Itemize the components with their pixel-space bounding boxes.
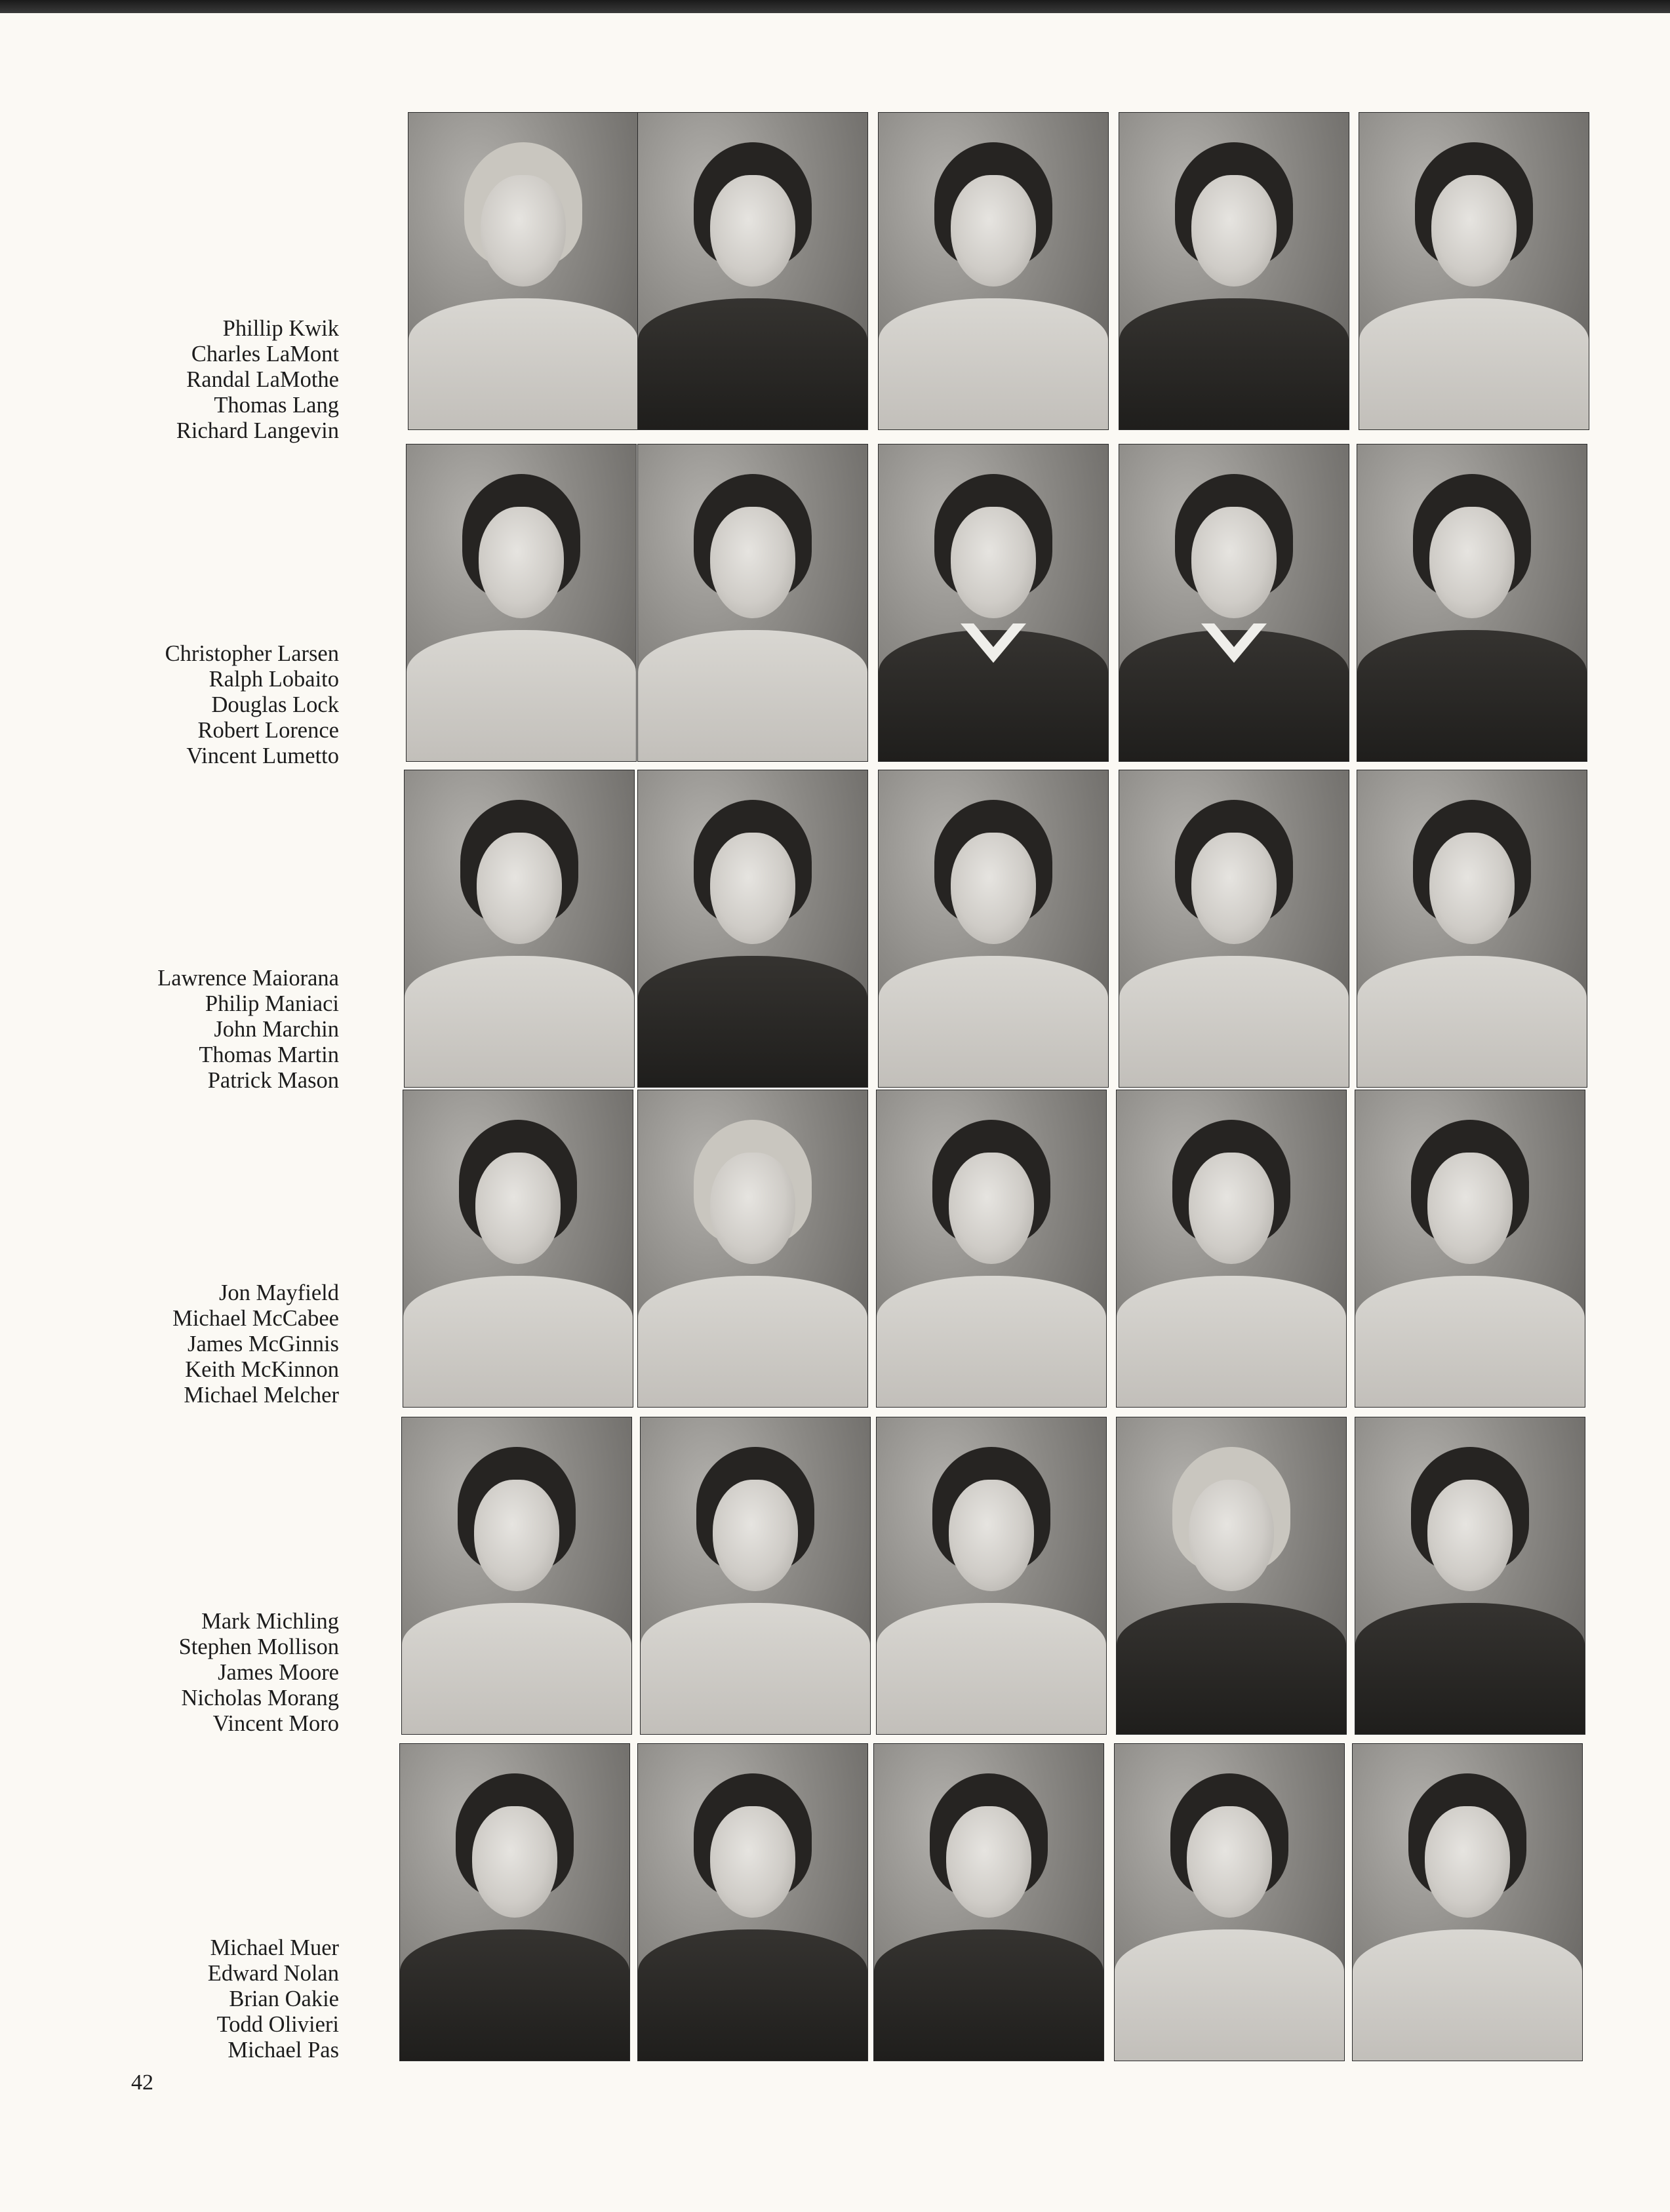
student-portrait <box>877 1090 1106 1407</box>
student-portrait <box>1359 113 1589 429</box>
student-portrait <box>638 770 867 1087</box>
student-name: Vincent Moro <box>212 1711 339 1736</box>
student-name: Todd Olivieri <box>216 2012 339 2037</box>
student-portrait <box>879 113 1108 429</box>
student-portrait <box>1117 1090 1346 1407</box>
student-name: Vincent Lumetto <box>186 743 339 768</box>
student-name: Keith McKinnon <box>185 1357 339 1382</box>
name-list <box>64 1609 339 1737</box>
student-portrait <box>641 1417 870 1734</box>
student-name: Charles LaMont <box>191 342 339 366</box>
student-portrait <box>1357 444 1587 761</box>
student-name: Randal LaMothe <box>186 367 339 392</box>
student-name: Philip Maniaci <box>205 991 339 1016</box>
student-portrait <box>1119 113 1349 429</box>
student-name: Phillip Kwik <box>222 316 339 341</box>
student-name: James McGinnis <box>188 1332 339 1356</box>
student-name: Michael Melcher <box>184 1383 339 1408</box>
student-name: Douglas Lock <box>211 692 339 717</box>
student-name: John Marchin <box>214 1017 339 1042</box>
student-portrait <box>1355 1090 1585 1407</box>
student-name: Thomas Lang <box>214 393 339 418</box>
student-name: Lawrence Maiorana <box>157 966 339 991</box>
scan-top-edge <box>0 0 1670 13</box>
student-portrait <box>1115 1744 1344 2061</box>
page-number: 42 <box>131 2070 153 2095</box>
name-list <box>64 966 339 1094</box>
student-portrait <box>638 113 867 429</box>
student-name: Mark Michling <box>201 1609 339 1634</box>
student-portrait <box>1357 770 1587 1087</box>
student-name: Michael Muer <box>210 1935 339 1960</box>
student-name: Michael Pas <box>228 2038 339 2063</box>
student-name: James Moore <box>218 1660 339 1685</box>
student-portrait <box>877 1417 1106 1734</box>
name-list <box>64 316 339 444</box>
student-name: Jon Mayfield <box>218 1280 339 1305</box>
student-name: Edward Nolan <box>207 1961 339 1986</box>
student-portrait <box>407 444 636 761</box>
student-portrait <box>879 444 1108 761</box>
student-name: Michael McCabee <box>172 1306 339 1331</box>
student-portrait <box>400 1744 629 2061</box>
student-portrait <box>1353 1744 1582 2061</box>
student-name: Thomas Martin <box>199 1042 339 1067</box>
student-name: Patrick Mason <box>207 1068 339 1093</box>
student-portrait <box>874 1744 1103 2061</box>
student-portrait <box>638 1090 867 1407</box>
student-name: Christopher Larsen <box>165 641 339 666</box>
student-name: Brian Oakie <box>229 1986 339 2011</box>
student-portrait <box>879 770 1108 1087</box>
student-name: Stephen Mollison <box>178 1634 339 1659</box>
student-portrait <box>1355 1417 1585 1734</box>
student-name: Ralph Lobaito <box>209 667 339 692</box>
name-list <box>64 641 339 769</box>
student-portrait <box>1117 1417 1346 1734</box>
student-name: Richard Langevin <box>176 418 339 443</box>
student-portrait <box>638 1744 867 2061</box>
student-portrait <box>1119 770 1349 1087</box>
student-portrait <box>405 770 634 1087</box>
name-list <box>64 1280 339 1408</box>
student-portrait <box>408 113 638 429</box>
student-name: Nicholas Morang <box>181 1686 339 1710</box>
student-portrait <box>638 444 867 761</box>
student-portrait <box>403 1090 633 1407</box>
name-list <box>64 1935 339 2063</box>
student-portrait <box>402 1417 631 1734</box>
student-name: Robert Lorence <box>197 718 339 743</box>
student-portrait <box>1119 444 1349 761</box>
